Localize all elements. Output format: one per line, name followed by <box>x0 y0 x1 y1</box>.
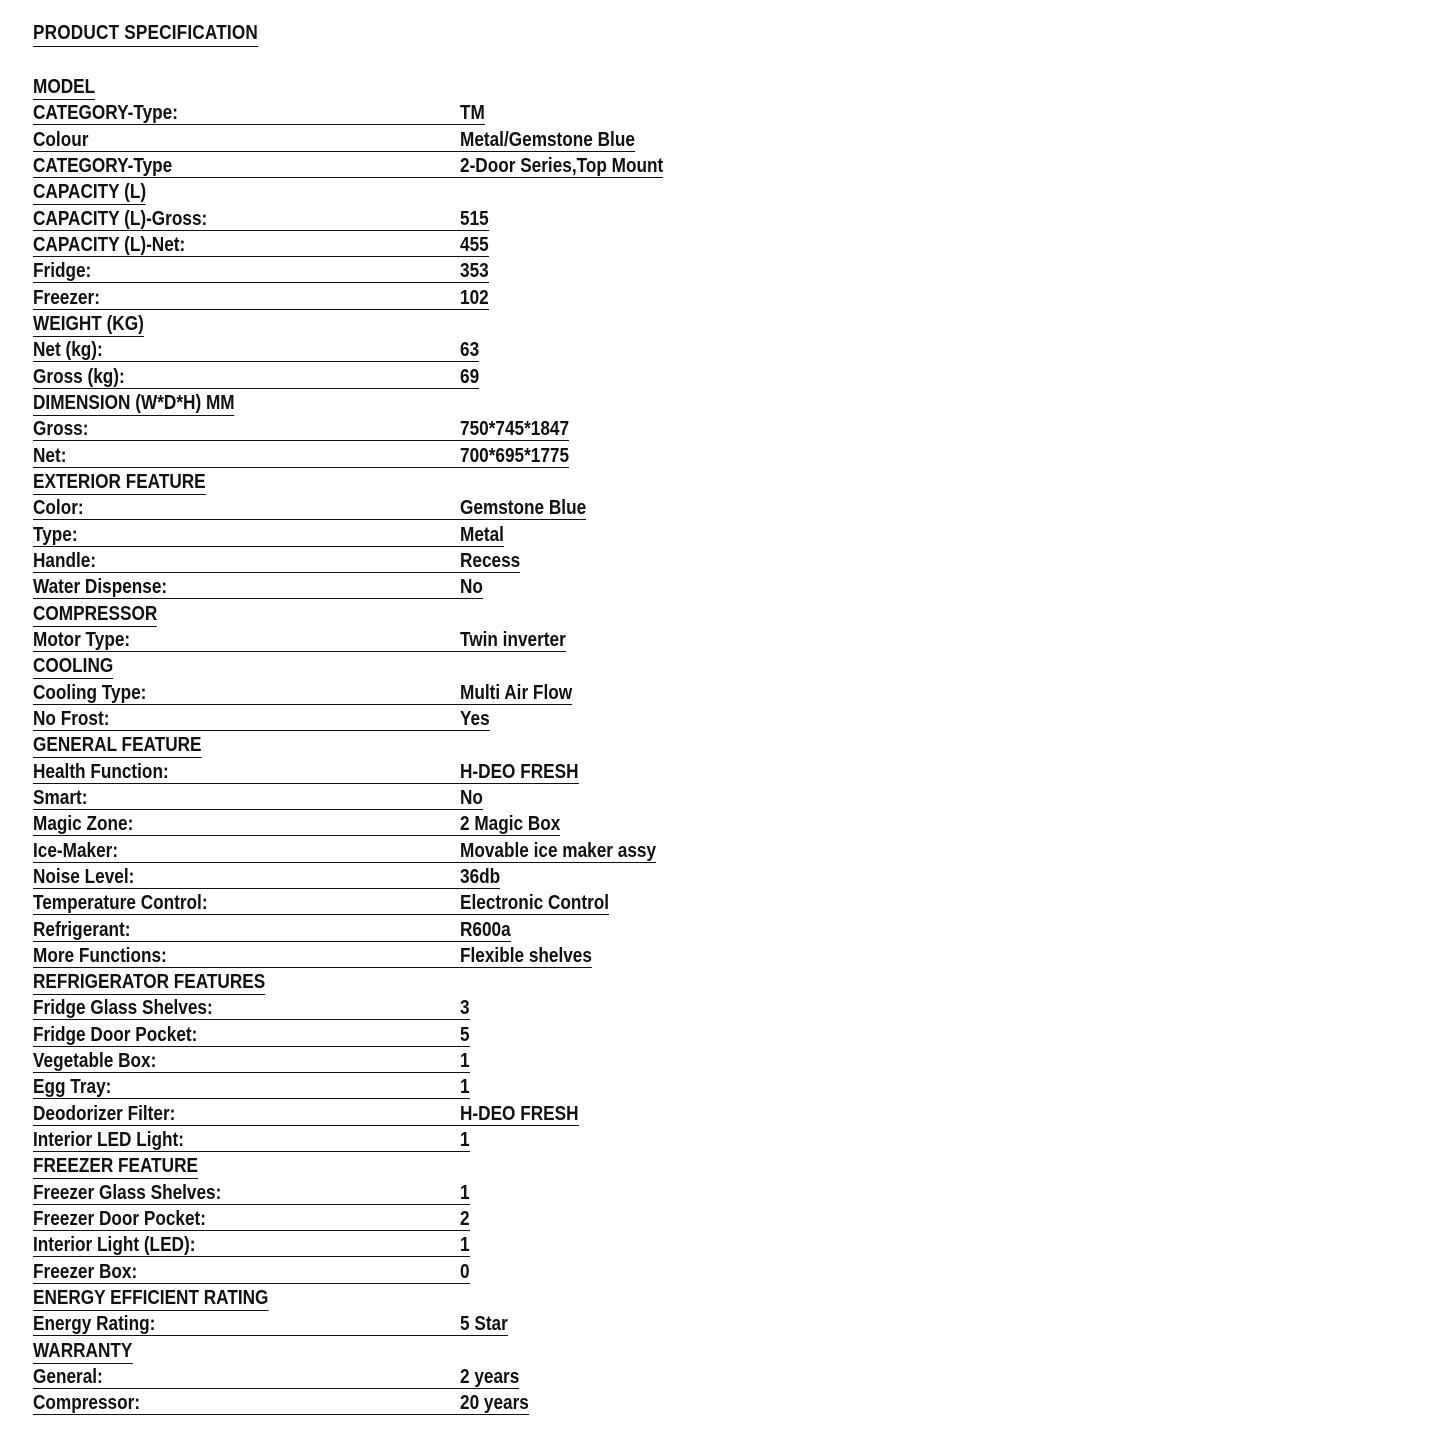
spec-label: Ice-Maker: <box>33 839 119 862</box>
section-heading-row <box>33 1338 733 1364</box>
underline-rule <box>33 388 479 389</box>
section-heading: DIMENSION (W*D*H) MM <box>33 391 235 414</box>
spec-value: 63 <box>460 339 480 362</box>
spec-label: Motor Type: <box>33 628 131 651</box>
spec-label: Vegetable Box: <box>33 1050 157 1073</box>
spec-label: Interior Light (LED): <box>33 1234 196 1257</box>
spec-row <box>33 258 733 284</box>
spec-value: Gemstone Blue <box>460 497 587 520</box>
underline-rule <box>33 467 569 468</box>
spec-value: 750*745*1847 <box>460 418 570 441</box>
section-heading: COMPRESSOR <box>33 602 158 625</box>
spec-row <box>33 574 733 600</box>
spec-label: Freezer Door Pocket: <box>33 1208 207 1231</box>
underline-rule <box>33 1151 470 1152</box>
spec-row <box>33 811 733 837</box>
spec-value: R600a <box>460 918 511 941</box>
underline-rule <box>33 1046 470 1047</box>
underline-rule <box>33 1204 470 1205</box>
spec-label: CATEGORY-Type <box>33 154 173 177</box>
spec-value: 20 years <box>460 1392 529 1415</box>
underline-rule <box>33 651 566 652</box>
spec-label: Fridge: <box>33 260 92 283</box>
spec-value: Yes <box>460 707 490 730</box>
spec-label: Water Dispense: <box>33 576 168 599</box>
spec-row <box>33 232 733 258</box>
spec-label: Interior LED Light: <box>33 1129 184 1152</box>
section-heading: MODEL <box>33 76 96 98</box>
spec-label: CAPACITY (L)-Gross: <box>33 207 208 230</box>
underline-rule <box>33 730 490 731</box>
section-heading: GENERAL FEATURE <box>33 734 202 757</box>
underline-rule <box>33 440 569 441</box>
underline-rule <box>33 546 504 547</box>
underline-rule <box>33 914 609 915</box>
section-heading-row <box>33 732 733 758</box>
underline-rule <box>33 1125 579 1126</box>
spec-row <box>33 364 733 390</box>
spec-row <box>33 864 733 890</box>
spec-label: Net (kg): <box>33 339 103 362</box>
page-title: PRODUCT SPECIFICATION <box>33 21 258 47</box>
spec-value: No <box>460 576 483 599</box>
underline-rule <box>33 835 560 836</box>
section-heading-row <box>33 179 733 205</box>
spec-row <box>33 759 733 785</box>
spec-value: Movable ice maker assy <box>460 839 657 862</box>
spec-value: Metal/Gemstone Blue <box>460 128 635 151</box>
spec-row <box>33 443 733 469</box>
underline-rule <box>33 1072 470 1073</box>
spec-label: Energy Rating: <box>33 1313 156 1336</box>
spec-value: No <box>460 786 483 809</box>
spec-label: Fridge Door Pocket: <box>33 1023 198 1046</box>
spec-label: Colour <box>33 128 89 151</box>
spec-value: 3 <box>460 997 470 1020</box>
spec-row <box>33 548 733 574</box>
underline-rule <box>33 124 485 125</box>
section-heading: WARRANTY <box>33 1339 133 1362</box>
underline-rule <box>33 809 483 810</box>
spec-row <box>33 1259 733 1285</box>
section-heading-row <box>33 469 733 495</box>
spec-label: Refrigerant: <box>33 918 131 941</box>
spec-row <box>33 1364 733 1390</box>
underline-rule <box>33 704 572 705</box>
underline-rule <box>33 862 656 863</box>
spec-row <box>33 1022 733 1048</box>
section-heading-row <box>33 311 733 337</box>
spec-value: 1 <box>460 1076 470 1099</box>
spec-value: Recess <box>460 549 521 572</box>
spec-row <box>33 917 733 943</box>
spec-label: CAPACITY (L)-Net: <box>33 233 186 256</box>
spec-value: Twin inverter <box>460 628 566 651</box>
spec-row <box>33 706 733 732</box>
section-heading-row <box>33 1285 733 1311</box>
spec-row <box>33 416 733 442</box>
underline-rule <box>33 1256 470 1257</box>
spec-value: H-DEO FRESH <box>460 1102 579 1125</box>
spec-label: General: <box>33 1366 103 1389</box>
spec-label: Magic Zone: <box>33 813 134 836</box>
spec-label: Net: <box>33 444 67 467</box>
spec-value: 455 <box>460 233 489 256</box>
section-heading: COOLING <box>33 655 114 678</box>
spec-row <box>33 1206 733 1232</box>
spec-label: Noise Level: <box>33 865 135 888</box>
spec-value: 0 <box>460 1260 470 1283</box>
underline-rule <box>33 1414 529 1415</box>
spec-value: 1 <box>460 1234 470 1257</box>
spec-row <box>33 522 733 548</box>
spec-value: 1 <box>460 1181 470 1204</box>
spec-value: 102 <box>460 286 489 309</box>
underline-rule <box>33 309 489 310</box>
spec-row <box>33 100 733 126</box>
section-heading: EXTERIOR FEATURE <box>33 470 206 493</box>
spec-value: Metal <box>460 523 504 546</box>
section-heading: CAPACITY (L) <box>33 181 147 204</box>
underline-rule <box>33 1230 470 1231</box>
section-heading-row <box>33 1153 733 1179</box>
spec-row <box>33 890 733 916</box>
spec-row <box>33 1048 733 1074</box>
spec-row <box>33 1101 733 1127</box>
spec-label: Color: <box>33 497 84 520</box>
underline-rule <box>33 1019 470 1020</box>
spec-label: Type: <box>33 523 78 546</box>
spec-value: Electronic Control <box>460 892 610 915</box>
underline-rule <box>33 282 489 283</box>
underline-rule <box>33 177 663 178</box>
spec-value: 1 <box>460 1050 470 1073</box>
section-heading-row <box>33 74 733 100</box>
spec-label: Gross: <box>33 418 89 441</box>
spec-value: 2-Door Series,Top Mount <box>460 154 664 177</box>
underline-rule <box>33 230 489 231</box>
underline-rule <box>33 1283 470 1284</box>
underline-rule <box>33 256 489 257</box>
underline-rule <box>33 888 500 889</box>
spec-value: Multi Air Flow <box>460 681 573 704</box>
section-heading: REFRIGERATOR FEATURES <box>33 971 266 994</box>
underline-rule <box>33 572 520 573</box>
spec-value: 36db <box>460 865 501 888</box>
underline-rule <box>33 941 511 942</box>
spec-row <box>33 1311 733 1337</box>
spec-value: 2 years <box>460 1366 520 1389</box>
spec-label: Fridge Glass Shelves: <box>33 997 213 1020</box>
spec-row <box>33 285 733 311</box>
underline-rule <box>33 361 479 362</box>
spec-row <box>33 1232 733 1258</box>
section-heading-row <box>33 653 733 679</box>
underline-rule <box>33 519 586 520</box>
spec-value: 515 <box>460 207 489 230</box>
spec-label: Freezer: <box>33 286 100 309</box>
underline-rule <box>33 1098 470 1099</box>
spec-row <box>33 1127 733 1153</box>
spec-row <box>33 627 733 653</box>
spec-value: 5 <box>460 1023 470 1046</box>
spec-row <box>33 337 733 363</box>
underline-rule <box>33 1388 519 1389</box>
spec-label: CATEGORY-Type: <box>33 102 178 125</box>
section-heading-row <box>33 969 733 995</box>
underline-rule <box>33 1335 508 1336</box>
spec-row <box>33 206 733 232</box>
spec-value: 69 <box>460 365 480 388</box>
spec-label: Compressor: <box>33 1392 141 1415</box>
spec-value: 2 Magic Box <box>460 813 561 836</box>
spec-row <box>33 153 733 179</box>
spec-row <box>33 943 733 969</box>
section-heading: ENERGY EFFICIENT RATING <box>33 1287 269 1310</box>
spec-label: Egg Tray: <box>33 1076 112 1099</box>
spec-label: Deodorizer Filter: <box>33 1102 176 1125</box>
spec-label: Smart: <box>33 786 88 809</box>
spec-value: 2 <box>460 1208 470 1231</box>
spec-row <box>33 785 733 811</box>
spec-row <box>33 1074 733 1100</box>
spec-value: 1 <box>460 1129 470 1152</box>
spec-value: Flexible shelves <box>460 944 592 967</box>
spec-row <box>33 1390 733 1416</box>
underline-rule <box>33 967 592 968</box>
spec-label: Temperature Control: <box>33 892 208 915</box>
spec-value: 700*695*1775 <box>460 444 570 467</box>
spec-value: TM <box>460 102 485 125</box>
spec-row <box>33 838 733 864</box>
spec-label: Cooling Type: <box>33 681 147 704</box>
underline-rule <box>33 151 635 152</box>
spec-value: 353 <box>460 260 489 283</box>
spec-label: Health Function: <box>33 760 169 783</box>
spec-label: Gross (kg): <box>33 365 125 388</box>
spec-row <box>33 995 733 1021</box>
section-heading-row <box>33 601 733 627</box>
spec-list <box>33 74 733 1417</box>
spec-row <box>33 127 733 153</box>
spec-value: H-DEO FRESH <box>460 760 579 783</box>
spec-label: Freezer Glass Shelves: <box>33 1181 222 1204</box>
spec-row <box>33 680 733 706</box>
spec-row <box>33 1180 733 1206</box>
spec-label: More Functions: <box>33 944 167 967</box>
spec-label: No Frost: <box>33 707 110 730</box>
underline-rule <box>33 783 579 784</box>
section-heading: FREEZER FEATURE <box>33 1155 198 1178</box>
section-heading: WEIGHT (KG) <box>33 312 144 335</box>
spec-label: Freezer Box: <box>33 1260 138 1283</box>
spec-value: 5 Star <box>460 1313 508 1336</box>
underline-rule <box>33 598 483 599</box>
spec-row <box>33 495 733 521</box>
section-heading-row <box>33 390 733 416</box>
spec-label: Handle: <box>33 549 97 572</box>
